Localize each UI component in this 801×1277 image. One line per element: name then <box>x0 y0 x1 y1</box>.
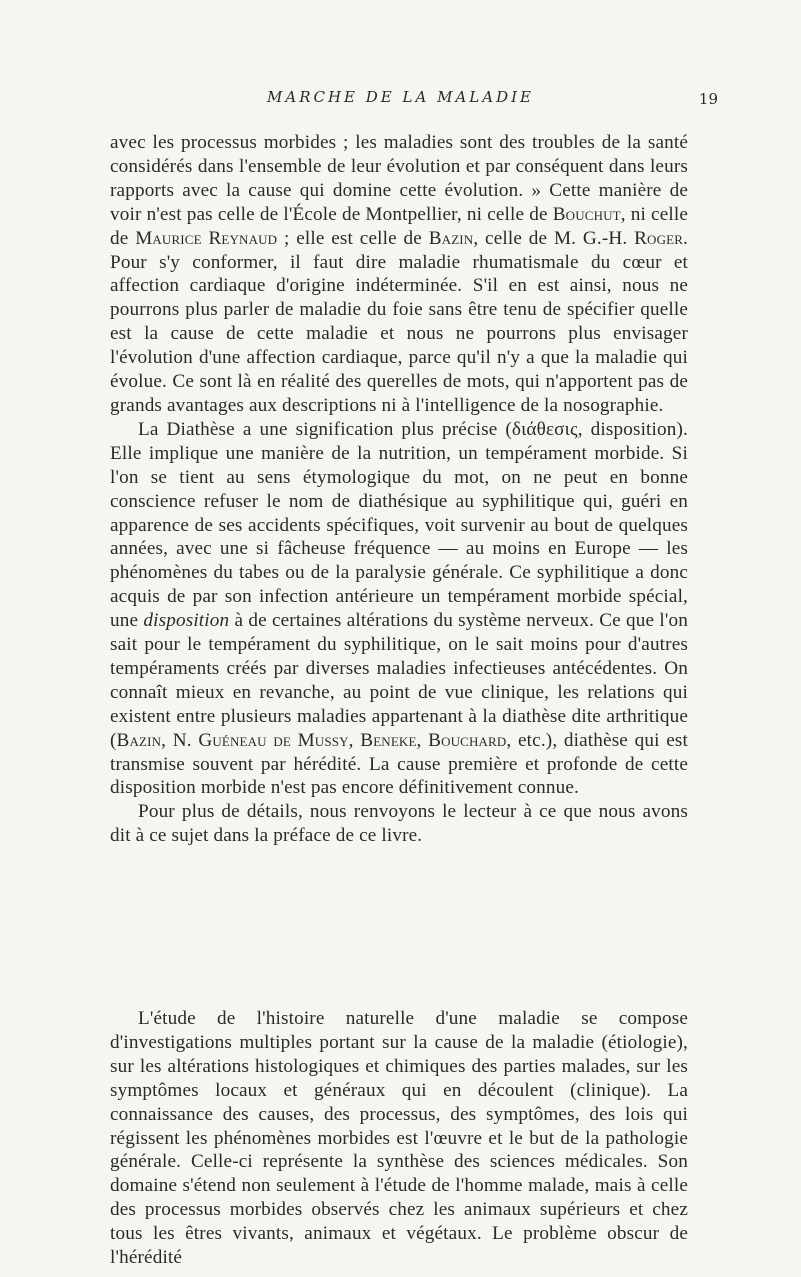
page-number: 19 <box>698 90 718 108</box>
paragraph-1-text-b: , ni celle de <box>110 203 689 249</box>
paragraph-1-text-a: avec les processus morbides ; les maladies sont des troubles de la santé considérés dans l'ensemble de leur évolution et par conséquent dans leurs rapports avec la cause qui domine cette évolution. » Cette manière de voir n'est pas celle de l'École de Montpellier, ni celle de <box>110 132 688 225</box>
paragraph-1-text-c: ; elle est celle de <box>277 227 429 249</box>
paragraph-2-text-c: , etc.), diathèse qui est transmise souvent par hérédité. La cause première et profonde de cette disposition morbide n'est pas encore définitivement connue. <box>110 729 689 799</box>
running-title: MARCHE DE LA MALADIE <box>267 88 534 106</box>
paragraph-2-text-b: à de certaines altérations du système nerveux. Ce que l'on sait pour le tempérament du syphilitique, on le sait moins pour d'autres tempéraments créés par diverses maladies infectieuses antécédentes. On connaît mieux en revanche, au point de vue clinique, les relations qui existent entre plusieurs maladies appartenant à la diathèse dite arthritique ( <box>110 610 688 751</box>
text-block-2 <box>110 1007 688 1270</box>
author-name-bouchut: Bouchut <box>552 203 621 225</box>
author-name-roger: M. G.-H. Roger <box>553 227 684 249</box>
paragraph-1-text-e: . Pour s'y conformer, il faut dire maladie rhumatismale du cœur et affection cardiaque d'origine indéterminée. S'il en est ainsi, nous ne pourrons plus parler de maladie du foie sans être tenu de spécifier quelle est la cause de cette maladie et nous ne pourrons plus envisager l'évolution d'une affection cardiaque, parce qu'il n'y a que la maladie qui évolue. Ce sont là en réalité des querelles de mots, qui n'apportent pas de grands avantages aux descriptions ni à l'intelligence de la nosographie. <box>110 227 688 416</box>
author-names-list: Bazin, N. Guéneau de Mussy, Beneke, Bouchard <box>116 729 507 751</box>
author-name-bazin: Bazin <box>428 227 474 249</box>
paragraph-2-text-a: La Diathèse a une signification plus précise (διάθεσις, disposition). Elle implique une manière de la nutrition, un tempérament morbide. Si l'on se tient au sens étymologique du mot, on ne peut en bonne conscience refuser le nom de diathésique au syphilitique qui, guéri en apparence de ses accidents spécifiques, voit survenir au bout de quelques années, avec une si fâcheuse fréquence — au moins en Europe — les phénomènes du tabes ou de la paralysie générale. Ce syphilitique a donc acquis de par son infection antérieure un tempérament morbide spécial, une <box>110 418 688 632</box>
text-block-1 <box>110 131 688 848</box>
author-name-reynaud: Maurice Reynaud <box>135 227 278 249</box>
paragraph-4: L'étude de l'histoire naturelle d'une maladie se compose d'investigations multiples portant sur la cause de la maladie (étiologie), sur les altérations histologiques et chimiques des parties malades, sur les symptômes locaux et généraux qui en découlent (clinique). La connaissance des causes, des processus, des symptômes, des lois qui régissent les phénomènes morbides est l'œuvre et le but de la pathologie générale. Celle-ci représente la synthèse des sciences médicales. Son domaine s'étend non seulement à l'étude de l'homme malade, mais à celle des processus morbides observés chez les animaux supérieurs et chez tous les êtres vivants, animaux et végétaux. Le problème obscur de l'hérédité <box>110 1008 688 1269</box>
paragraph-1 <box>110 131 688 418</box>
paragraph-2 <box>110 418 688 801</box>
paragraph-3: Pour plus de détails, nous renvoyons le lecteur à ce que nous avons dit à ce sujet dans la préface de ce livre. <box>110 801 688 847</box>
paragraph-1-text-d: , celle de <box>473 227 554 249</box>
emphasis-disposition: disposition <box>143 610 230 632</box>
